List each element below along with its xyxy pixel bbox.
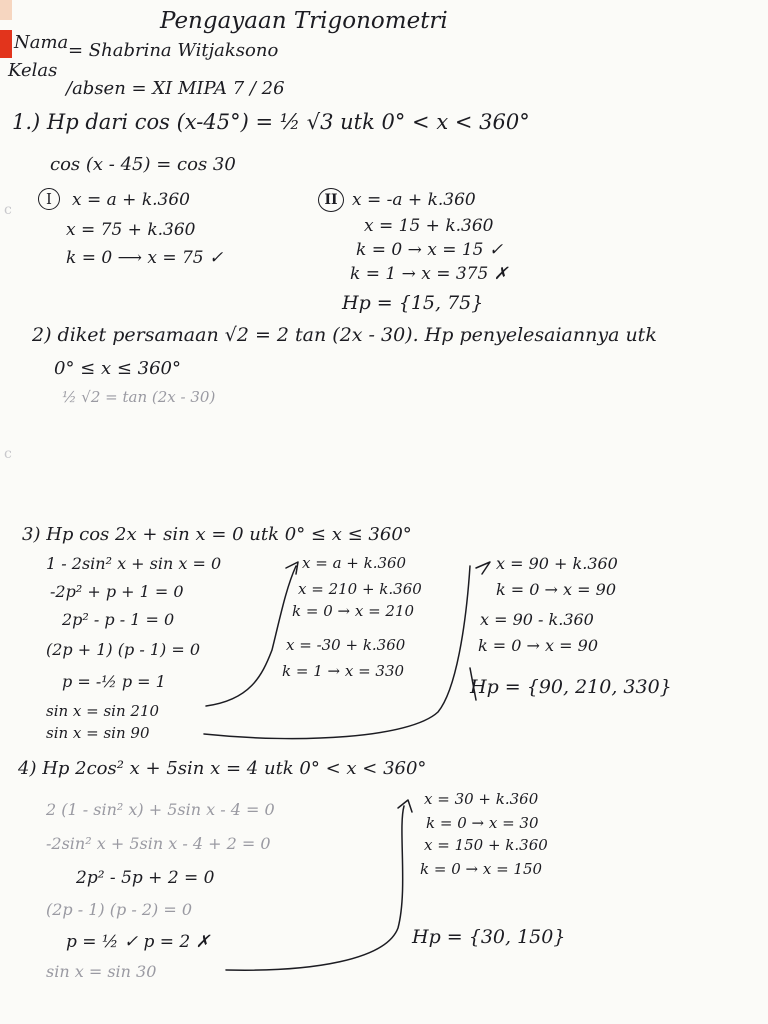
problem-1-answer: Hp = {15, 75} xyxy=(342,292,484,314)
problem-3-middle-line: k = 1 → x = 330 xyxy=(282,662,405,680)
problem-3-right-line: k = 0 → x = 90 xyxy=(496,580,616,599)
problem-4-right-line: x = 150 + k.360 xyxy=(424,836,548,854)
arrowhead-middle xyxy=(286,562,298,574)
case-2-line: k = 0 → x = 15 ✓ xyxy=(356,240,504,260)
class-label: Kelas xyxy=(8,60,58,81)
case-2-line: x = 15 + k.360 xyxy=(364,216,494,236)
problem-3-right-line: k = 0 → x = 90 xyxy=(478,636,598,655)
problem-3-left-line: sin x = sin 210 xyxy=(46,702,160,720)
margin-mark: c xyxy=(4,446,12,462)
problem-3-middle-line: x = -30 + k.360 xyxy=(286,636,406,654)
problem-3-left-line: 1 - 2sin² x + sin x = 0 xyxy=(46,554,222,573)
arrowhead-4 xyxy=(398,800,412,812)
problem-2-step: ½ √2 = tan (2x - 30) xyxy=(62,388,216,406)
problem-3-middle-line: k = 0 → x = 210 xyxy=(292,602,415,620)
problem-4-left-line: 2 (1 - sin² x) + 5sin x - 4 = 0 xyxy=(46,800,275,819)
problem-4-left-line: p = ½ ✓ p = 2 ✗ xyxy=(66,932,210,952)
arrow-sin90-to-right xyxy=(204,566,470,739)
problem-1-step: cos (x - 45) = cos 30 xyxy=(50,154,236,175)
problem-3-left-line: -2p² + p + 1 = 0 xyxy=(50,582,184,601)
problem-3-left-line: (2p + 1) (p - 1) = 0 xyxy=(46,640,200,659)
case-2-circle-label: II xyxy=(318,188,344,212)
case-1-line: k = 0 ⟶ x = 75 ✓ xyxy=(66,248,224,268)
case-2-line: k = 1 → x = 375 ✗ xyxy=(350,264,508,284)
problem-4-statement: 4) Hp 2cos² x + 5sin x = 4 utk 0° < x < 360° xyxy=(18,758,427,779)
case-1-line: x = 75 + k.360 xyxy=(66,220,196,240)
problem-4-right-line: k = 0 → x = 150 xyxy=(420,860,543,878)
problem-4-right-line: x = 30 + k.360 xyxy=(424,790,539,808)
problem-3-answer: Hp = {90, 210, 330} xyxy=(470,676,672,698)
answer-3-underline xyxy=(470,668,476,700)
problem-3-statement: 3) Hp cos 2x + sin x = 0 utk 0° ≤ x ≤ 360° xyxy=(22,524,412,545)
problem-3-right-line: x = 90 + k.360 xyxy=(496,554,618,573)
name-value: = Shabrina Witjaksono xyxy=(68,40,279,61)
case-2-line: x = -a + k.360 xyxy=(352,190,476,210)
problem-2-range: 0° ≤ x ≤ 360° xyxy=(54,358,182,379)
problem-4-right-line: k = 0 → x = 30 xyxy=(426,814,539,832)
problem-3-right-line: x = 90 - k.360 xyxy=(480,610,594,629)
arrow-sin210-to-middle xyxy=(206,566,296,706)
name-label: Nama xyxy=(14,32,69,53)
problem-4-left-line: -2sin² x + 5sin x - 4 + 2 = 0 xyxy=(46,834,271,853)
class-value: /absen = XI MIPA 7 / 26 xyxy=(66,78,285,99)
problem-3-left-line: p = -½ p = 1 xyxy=(62,672,166,691)
problem-3-left-line: 2p² - p - 1 = 0 xyxy=(62,610,175,629)
margin-mark: c xyxy=(4,202,12,218)
problem-4-left-line: (2p - 1) (p - 2) = 0 xyxy=(46,900,192,919)
problem-3-middle-line: x = a + k.360 xyxy=(302,554,407,572)
problem-3-middle-line: x = 210 + k.360 xyxy=(298,580,422,598)
problem-4-left-line: sin x = sin 30 xyxy=(46,962,157,981)
problem-4-left-line: 2p² - 5p + 2 = 0 xyxy=(76,868,215,888)
case-1-circle-label: I xyxy=(38,188,60,210)
problem-2-statement: 2) diket persamaan √2 = 2 tan (2x - 30). Hp penyelesaiannya utk xyxy=(32,324,657,346)
page-title: Pengayaan Trigonometri xyxy=(160,8,448,34)
problem-1-statement: 1.) Hp dari cos (x-45°) = ½ √3 utk 0° < x < 360° xyxy=(12,110,530,134)
problem-3-left-line: sin x = sin 90 xyxy=(46,724,150,742)
case-1-line: x = a + k.360 xyxy=(72,190,190,210)
arrow-sin30-to-right xyxy=(226,806,404,970)
problem-4-answer: Hp = {30, 150} xyxy=(412,926,566,948)
arrowhead-right xyxy=(476,562,490,574)
